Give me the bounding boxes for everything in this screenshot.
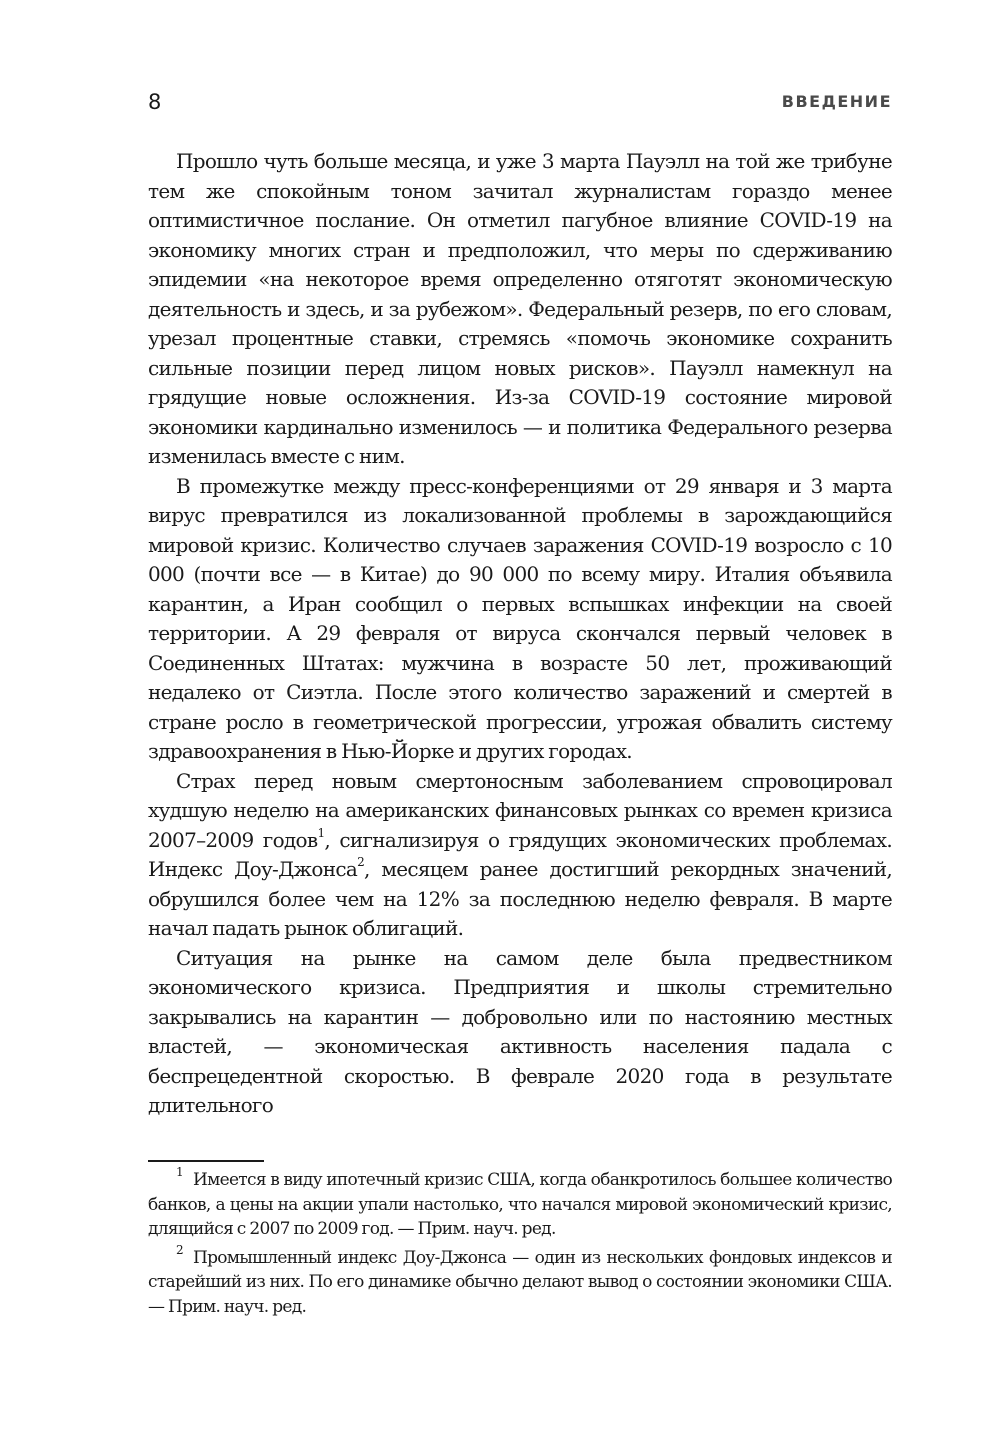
paragraph-3-part-1: Страх перед новым смертоносным заболеванием спровоцировал худшую неделю на американских финансовых рынках со времен кризиса 2007–2009 годов [148,768,892,852]
footnotes [148,1165,892,1323]
footnote-marker-2: 2 [176,1242,183,1257]
paragraph-4: Ситуация на рынке на самом деле была предвестником экономического кризиса. Предприятия и школы стремительно закрывались на карантин — добровольно или по настоянию местных властей, — экономическая активность населения падала с беспрецедентной скоростью. В феврале 2020 года в результате длительного [148,945,892,1117]
paragraph-3-part-3: , месяцем ранее достигший рекордных значений, обрушился более чем на 12% за последнюю неделю февраля. В марте начал падать рынок облигаций. [148,857,892,940]
footnote-divider [148,1160,264,1162]
page-header [148,90,892,120]
footnote-2-text: Промышленный индекс Доу-Джонса — один из нескольких фондовых индексов и старейший из них. По его динамике обычно делают вывод о состоянии экономики США. — Прим. науч. ред. [148,1247,892,1317]
paragraph-3-part-2: , сигнализируя о грядущих экономических проблемах. Индекс Доу-Джонса [148,827,892,881]
footnote-2 [148,1242,892,1320]
paragraph-2: В промежутке между пресс-конференциями от 29 января и 3 марта вирус превратился из локализованной проблемы в зарождающийся мировой кризис. Количество случаев заражения COVID-19 возросло с 10 000 (почти все — в Китае) до 90 000 по всему миру. Италия объявила карантин, а Иран сообщил о первых вспышках инфекции на своей территории. А 29 февраля от вируса скончался первый человек в Соединенных Штатах: мужчина в возрасте 50 лет, проживающий недалеко от Сиэтла. После этого количество заражений и смертей в стране росло в геометрической прогрессии, угрожая обвалить систему здравоохранения в Нью-Йорке и других городах. [148,473,892,763]
footnote-ref-2[interactable]: 2 [357,855,365,870]
footnote-ref-1[interactable]: 1 [317,825,325,840]
running-title: ВВЕДЕНИЕ [781,92,892,111]
paragraph-1: Прошло чуть больше месяца, и уже 3 марта Пауэлл на той же трибуне тем же спокойным тоном зачитал журналистам гораздо менее оптимистичное послание. Он отметил пагубное влияние COVID-19 на экономику многих стран и предположил, что меры по сдерживанию эпидемии «на некоторое время определенно отяготят экономическую деятельность и здесь, и за рубежом». Федеральный резерв, по его словам, урезал процентные ставки, стремясь «помочь экономике сохранить сильные позиции перед лицом новых рисков». Пауэлл намекнул на грядущие новые осложнения. Из-за COVID-19 состояние мировой экономики кардинально изменилось — и политика Федерального резерва изменилась вместе с ним. [148,149,892,468]
footnote-1-text: Имеется в виду ипотечный кризис США, когда обанкротилось большее количество банков, а цены на акции упали настолько, что начался мировой экономический кризис, длящийся с 2007 по 2009 год. — Прим. науч. ред. [148,1170,892,1239]
body-text [148,147,892,1121]
footnote-marker-1: 1 [176,1165,183,1180]
page-number: 8 [148,90,162,114]
footnote-1 [148,1165,892,1242]
paragraph-3 [148,767,892,944]
